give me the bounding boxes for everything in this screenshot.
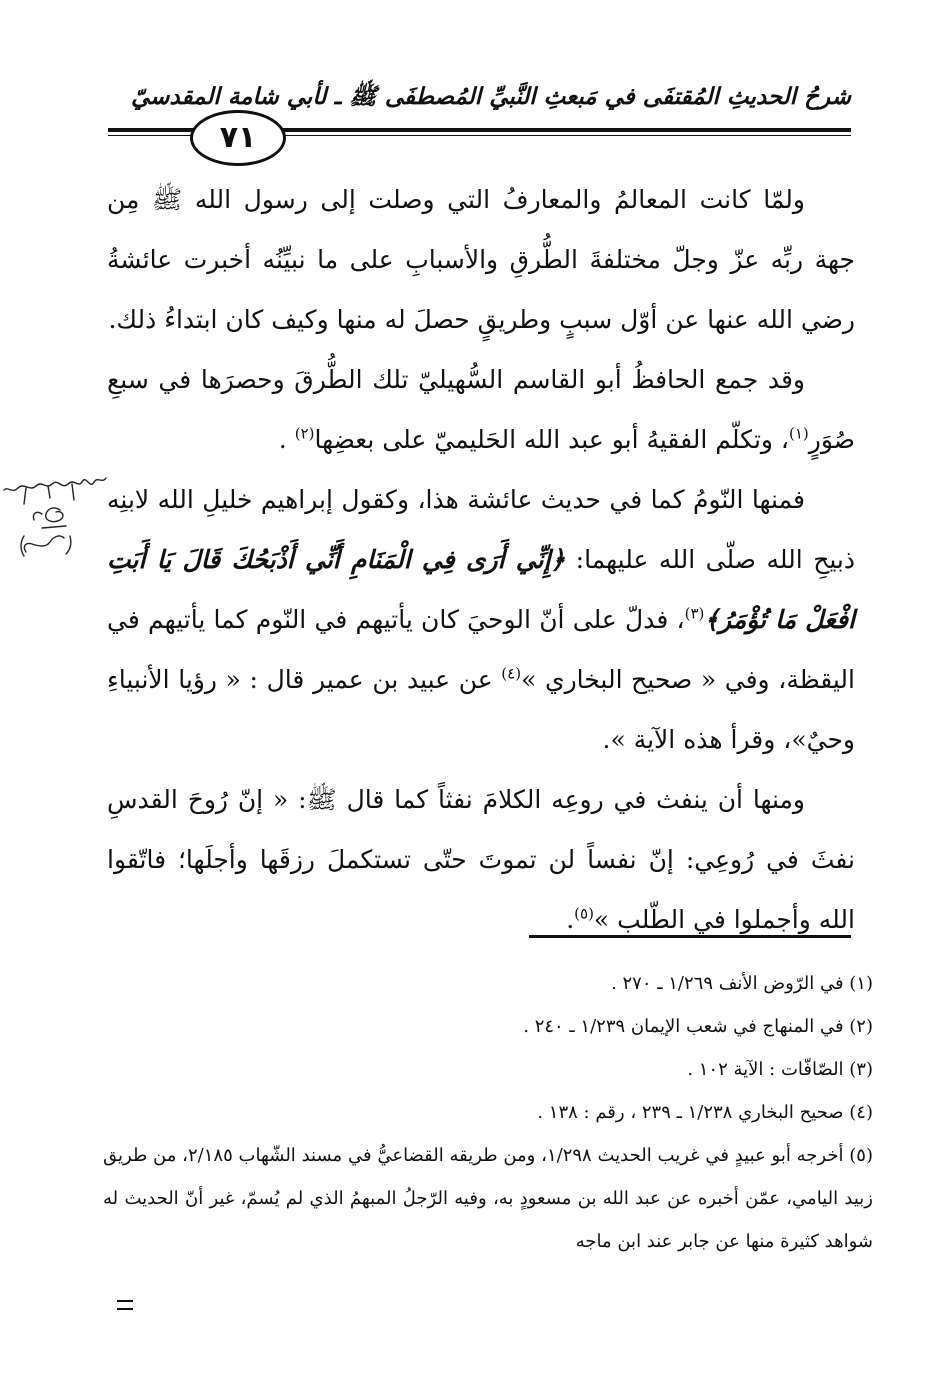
quran-verse: ﴿إِنِّي أَرَى فِي الْمَنَامِ أَنِّي أَذْبَحُكَ قَالَ يَا أَبَتِ افْعَلْ مَا تُؤْمَرُ﴾ (107, 545, 855, 634)
footnotes (103, 962, 873, 1263)
footnote-separator (529, 935, 851, 938)
paragraph-1: ولمّا كانت المعالمُ والمعارفُ التي وصلت إلى رسول الله ﷺ مِن جهة ربِّه عزّ وجلّ مختلفةَ الطُّرقِ والأسبابِ على ما نبيِّنُه أخبرت عائشةُ رضي الله عنها عن أوّل سببٍ وطريقٍ حصلَ له منها وكيف كان ابتداءُ ذلك. (107, 185, 855, 334)
footnote-ref-3: (٣) (684, 604, 705, 623)
paragraph-2-text: وقد جمع الحافظُ أبو القاسم السُّهيليّ تلك الطُّرقَ وحصرَها في سبعِ صُوَرٍ (107, 365, 855, 454)
footnote-ref-4: (٤) (501, 664, 522, 683)
footnote-ref-2: (٢) (294, 424, 315, 443)
paragraph-3-continuation: ، فدلّ على أنّ الوحيَ كان يأتيهم في النّوم كما يأتيهم في اليقظة، وفي « صحيح البخاري » (107, 605, 855, 694)
paragraph-2-end: . (278, 425, 295, 454)
paragraph-2 (107, 350, 855, 470)
paragraph-3-end: عن عبيد بن عمير قال : « رؤيا الأنبياءِ وحيٌ»، وقرأ هذه الآية ». (107, 665, 855, 754)
running-header-title: شرحُ الحديثِ المُقتفَى في مَبعثِ النَّبيِّ المُصطفَى ﷺ ـ لأبي شامة المقدسيّ (130, 83, 851, 110)
footnote-ref-5: (٥) (574, 904, 594, 923)
handwritten-note-drawing (2, 470, 112, 590)
footnote-5: (٥) أخرجه أبو عبيدٍ في غريب الحديث ١/٢٩٨، ومن طريقه القضاعيُّ في مسند الشّهاب ٢/١٨٥، من طريق زبيد اليامي، عمّن أخبره عن عبد الله بن مسعودٍ به، وفيه الرّجلُ المبهمُ الذي لم يُسمّ، غير أنّ الحديث له شواهد كثيرة منها عن جابر عند ابن ماجه (103, 1145, 873, 1252)
paragraph-2-middle: ، وتكلّم الفقيهُ أبو عبد الله الحَليميّ على بعضِها (314, 425, 789, 454)
paragraph-4-text: ومنها أن ينفث في روعِه الكلامَ نفثاً كما قال ﷺ: « إنّ رُوحَ القدسِ نفثَ في رُوعِي: إنّ نفساً لن تموتَ حتّى تستكملَ رزقَها وأجلَها؛ فاتّقوا الله وأجملوا في الطّلب » (107, 785, 855, 934)
paragraph-3 (107, 470, 855, 770)
footnote-1: (١) في الرّوض الأنف ١/٢٦٩ ـ ٢٧٠ . (611, 973, 873, 994)
footnote-3: (٣) الصّافّات : الآية ١٠٢ . (687, 1059, 873, 1080)
page-number-badge: ٧١ (190, 110, 286, 166)
paragraph-4-end: . (566, 905, 575, 934)
handwritten-margin-note (2, 470, 112, 590)
paragraph-4 (107, 770, 855, 950)
footnote-2: (٢) في المنهاج في شعب الإيمان ١/٢٣٩ ـ ٢٤٠ . (523, 1016, 873, 1037)
continuation-mark (117, 1300, 133, 1310)
footnote-ref-1: (١) (789, 424, 809, 443)
main-text (107, 170, 855, 950)
footnote-4: (٤) صحيح البخاري ١/٢٣٨ ـ ٢٣٩ ، رقم : ١٣٨ . (537, 1102, 873, 1123)
paragraph-3-intro: فمنها النّومُ كما في حديث عائشة هذا، وكقول إبراهيم خليلِ الله لابنِه ذبيحِ الله صلّى الله عليهما: (107, 485, 855, 574)
